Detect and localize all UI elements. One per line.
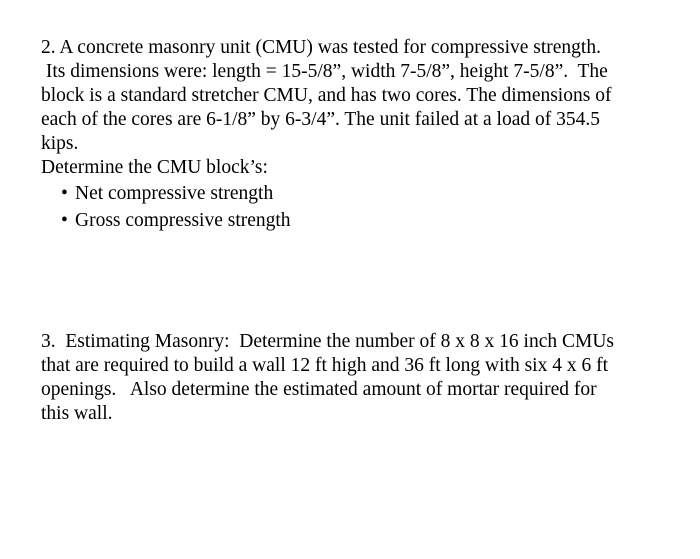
bullet-item-label: Net compressive strength — [75, 183, 274, 204]
problem-3-line: 3. Estimating Masonry: Determine the number of 8 x 8 x 16 inch CMUs — [41, 331, 615, 352]
bullet-dot-icon: • — [61, 210, 68, 231]
problem-2-line: 2. A concrete masonry unit (CMU) was tested for compressive strength. — [41, 37, 601, 58]
problem-3 — [41, 330, 671, 426]
problem-3-line: that are required to build a wall 12 ft high and 36 ft long with six 4 x 6 ft — [41, 355, 609, 376]
problem-2-line: kips. — [41, 133, 79, 154]
bullet-dot-icon: • — [61, 183, 68, 204]
problem-3-line: openings. Also determine the estimated amount of mortar required for — [41, 379, 597, 400]
bullet-list — [41, 180, 671, 234]
problem-2-line: block is a standard stretcher CMU, and has two cores. The dimensions of — [41, 85, 612, 106]
bullet-item-gross-strength — [61, 207, 671, 234]
bullet-item-net-strength — [61, 180, 671, 207]
problem-2-prompt: Determine the CMU block’s: — [41, 157, 268, 178]
problem-2-line: Its dimensions were: length = 15-5/8”, width 7-5/8”, height 7-5/8”. The — [41, 61, 608, 82]
bullet-item-label: Gross compressive strength — [75, 210, 291, 231]
problem-2 — [41, 36, 671, 234]
problem-3-line: this wall. — [41, 403, 113, 424]
problem-2-line: each of the cores are 6-1/8” by 6-3/4”. The unit failed at a load of 354.5 — [41, 109, 600, 130]
